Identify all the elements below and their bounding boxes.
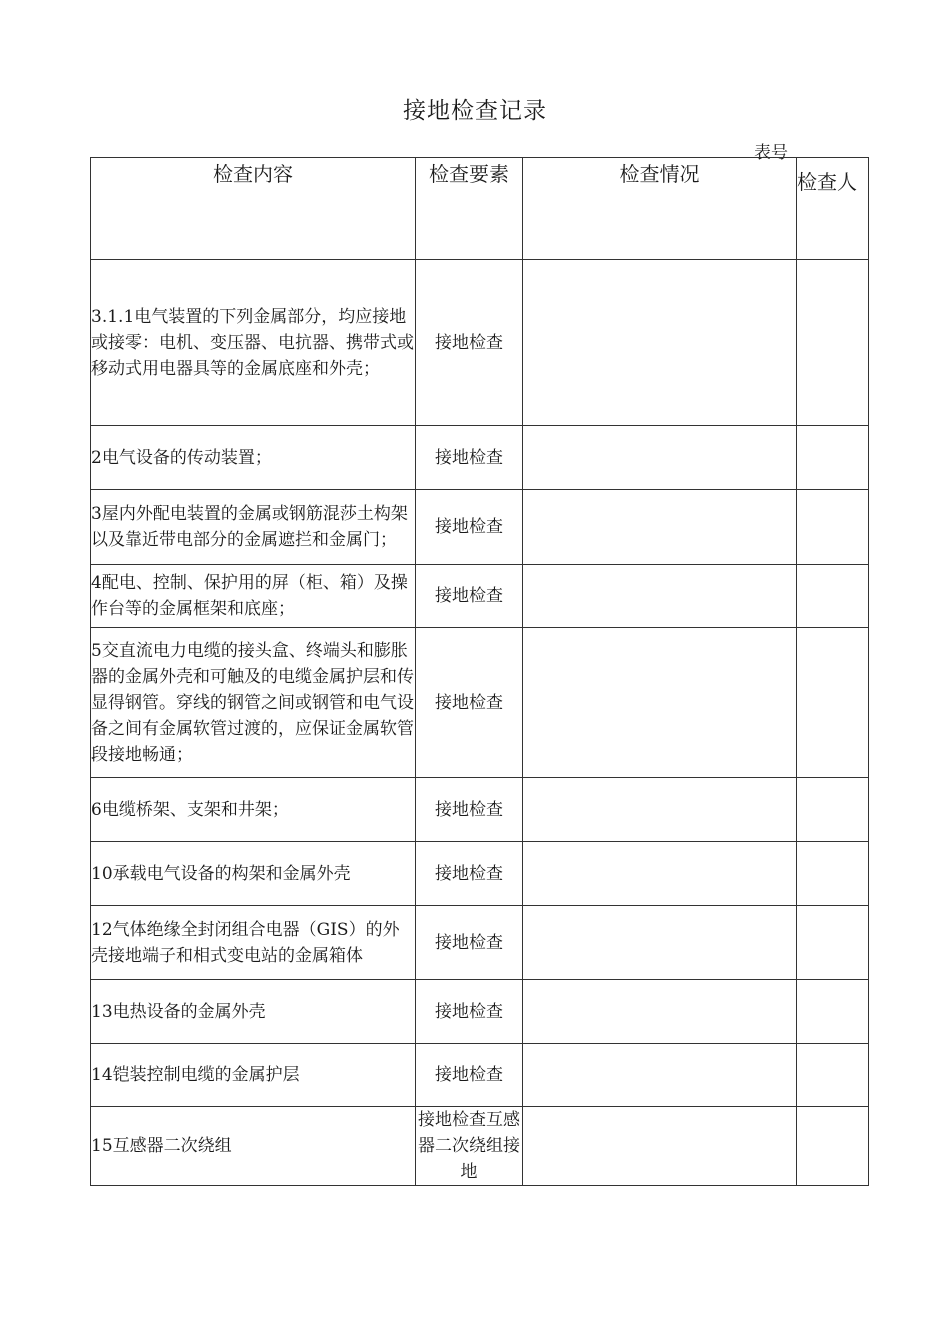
row-content-cell: 2电气设备的传动装置； bbox=[91, 426, 416, 490]
row-element-cell: 接地检查 bbox=[416, 1044, 523, 1107]
row-inspector-cell[interactable] bbox=[797, 628, 869, 778]
row-status-cell[interactable] bbox=[523, 906, 797, 980]
row-inspector-cell[interactable] bbox=[797, 1044, 869, 1107]
row-element-cell: 接地检查 bbox=[416, 906, 523, 980]
row-inspector-cell[interactable] bbox=[797, 906, 869, 980]
table-row bbox=[91, 490, 869, 565]
row-inspector-cell[interactable] bbox=[797, 778, 869, 842]
row-status-cell[interactable] bbox=[523, 565, 797, 628]
row-content-cell: 5交直流电力电缆的接头盒、终端头和膨胀器的金属外壳和可触及的电缆金属护层和传显得钢管。穿线的钢管之间或钢管和电气设备之间有金属软管过渡的，应保证金属软管段接地畅通； bbox=[91, 628, 416, 778]
table-row bbox=[91, 565, 869, 628]
row-status-cell[interactable] bbox=[523, 426, 797, 490]
row-content-cell: 6电缆桥架、支架和井架； bbox=[91, 778, 416, 842]
row-inspector-cell[interactable] bbox=[797, 980, 869, 1044]
row-element-cell: 接地检查 bbox=[416, 260, 523, 426]
row-content-cell: 10承载电气设备的构架和金属外壳 bbox=[91, 842, 416, 906]
row-element-cell: 接地检查 bbox=[416, 980, 523, 1044]
row-inspector-cell[interactable] bbox=[797, 490, 869, 565]
header-status: 检查情况 bbox=[523, 158, 797, 260]
header-inspector: 检查人 bbox=[797, 158, 869, 260]
row-content-cell: 12气体绝缘全封闭组合电器（GIS）的外壳接地端子和相式变电站的金属箱体 bbox=[91, 906, 416, 980]
table-row bbox=[91, 1107, 869, 1186]
table-row bbox=[91, 906, 869, 980]
row-status-cell[interactable] bbox=[523, 1044, 797, 1107]
row-content-cell: 4配电、控制、保护用的屏（柜、箱）及操作台等的金属框架和底座； bbox=[91, 565, 416, 628]
row-status-cell[interactable] bbox=[523, 490, 797, 565]
row-inspector-cell[interactable] bbox=[797, 842, 869, 906]
row-status-cell[interactable] bbox=[523, 842, 797, 906]
table-row bbox=[91, 980, 869, 1044]
table-body bbox=[91, 260, 869, 1186]
table-row bbox=[91, 426, 869, 490]
row-content-cell: 3.1.1电气装置的下列金属部分，均应接地或接零：电机、变压器、电抗器、携带式或移动式用电器具等的金属底座和外壳； bbox=[91, 260, 416, 426]
row-element-cell: 接地检查 bbox=[416, 490, 523, 565]
row-status-cell[interactable] bbox=[523, 778, 797, 842]
row-element-cell: 接地检查 bbox=[416, 842, 523, 906]
row-content-cell: 15互感器二次绕组 bbox=[91, 1107, 416, 1186]
row-content-cell: 14铠装控制电缆的金属护层 bbox=[91, 1044, 416, 1107]
row-inspector-cell[interactable] bbox=[797, 426, 869, 490]
header-content: 检查内容 bbox=[91, 158, 416, 260]
inspection-table bbox=[90, 157, 869, 1186]
row-status-cell[interactable] bbox=[523, 980, 797, 1044]
row-status-cell[interactable] bbox=[523, 628, 797, 778]
row-element-cell: 接地检查 bbox=[416, 778, 523, 842]
row-element-cell: 接地检查互感器二次绕组接地 bbox=[416, 1107, 523, 1186]
row-element-cell: 接地检查 bbox=[416, 565, 523, 628]
table-row bbox=[91, 778, 869, 842]
header-element: 检查要素 bbox=[416, 158, 523, 260]
row-inspector-cell[interactable] bbox=[797, 565, 869, 628]
row-content-cell: 13电热设备的金属外壳 bbox=[91, 980, 416, 1044]
row-content-cell: 3屋内外配电装置的金属或钢筋混莎土构架以及靠近带电部分的金属遮拦和金属门； bbox=[91, 490, 416, 565]
table-row bbox=[91, 260, 869, 426]
row-inspector-cell[interactable] bbox=[797, 1107, 869, 1186]
page-title: 接地检查记录 bbox=[403, 98, 547, 124]
form-number-label: 表号 bbox=[754, 143, 788, 163]
row-inspector-cell[interactable] bbox=[797, 260, 869, 426]
table-row bbox=[91, 1044, 869, 1107]
table-row bbox=[91, 842, 869, 906]
table-row bbox=[91, 628, 869, 778]
table-header-row bbox=[91, 158, 869, 260]
row-element-cell: 接地检查 bbox=[416, 628, 523, 778]
row-status-cell[interactable] bbox=[523, 260, 797, 426]
row-element-cell: 接地检查 bbox=[416, 426, 523, 490]
row-status-cell[interactable] bbox=[523, 1107, 797, 1186]
